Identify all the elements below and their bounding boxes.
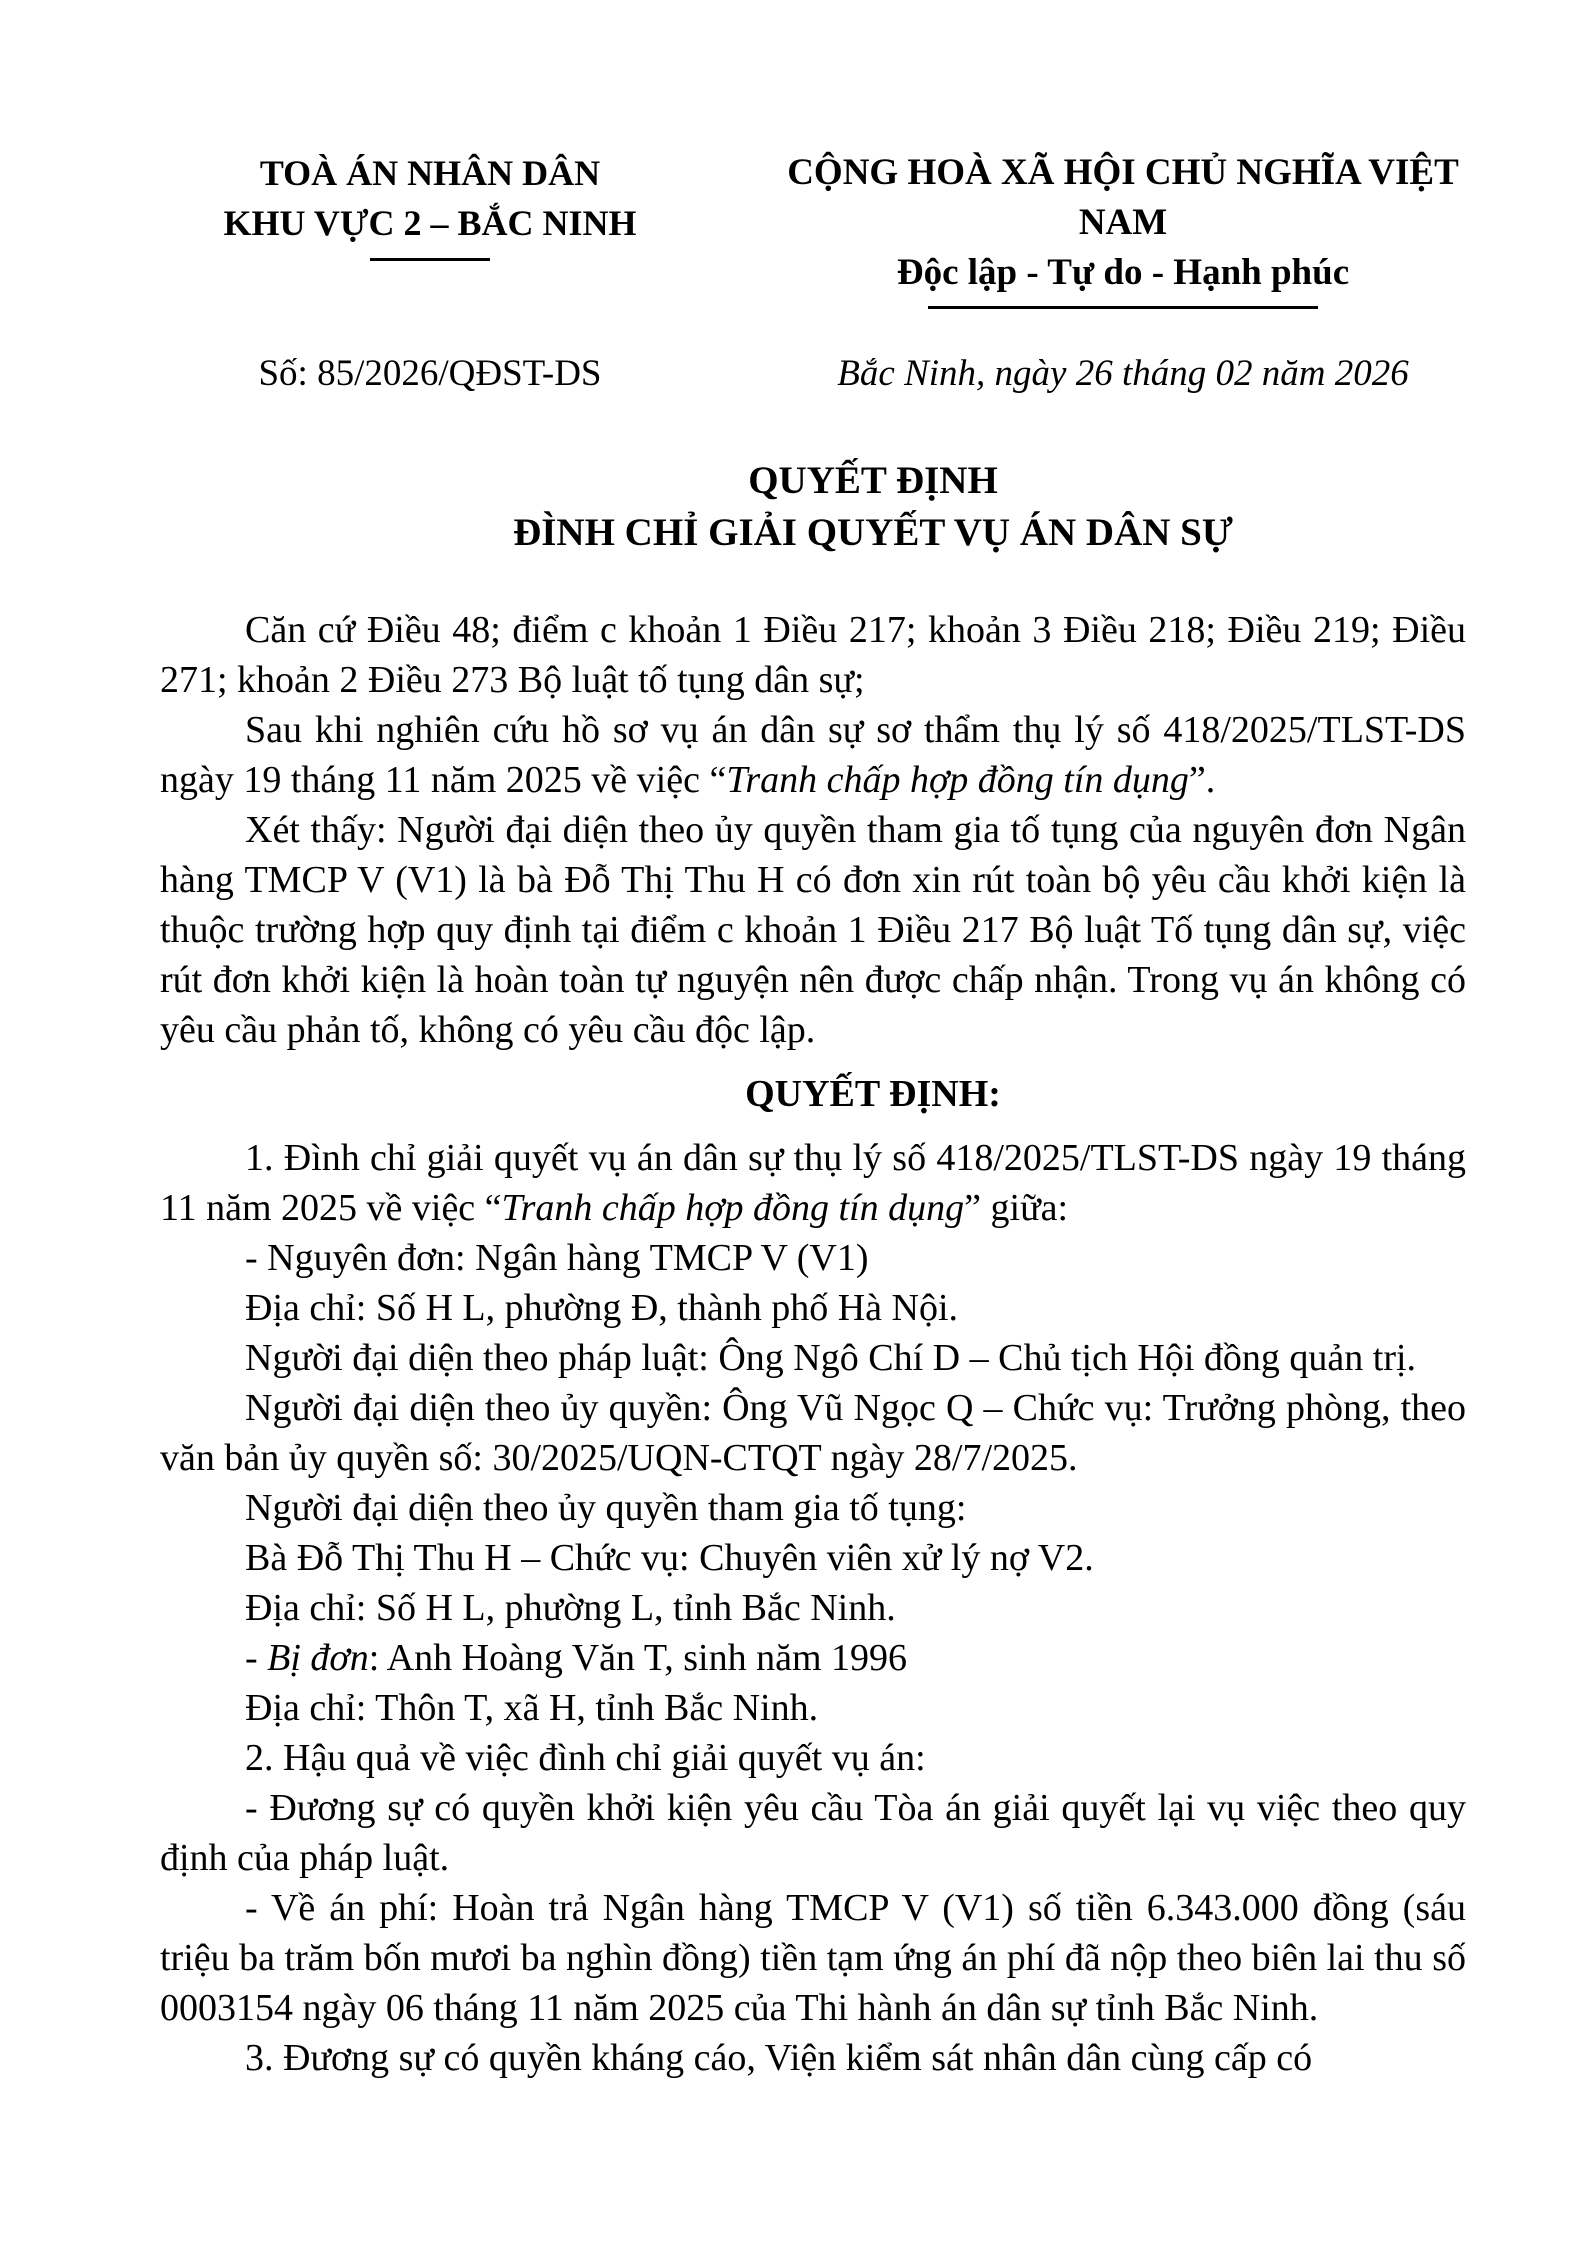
court-name-line1: TOÀ ÁN NHÂN DÂN <box>259 153 601 193</box>
text-run: - Nguyên đơn: Ngân hàng TMCP V (V1) <box>245 1237 869 1279</box>
document-number: Số: 85/2026/QĐST-DS <box>258 353 602 394</box>
paragraph <box>160 605 1466 705</box>
text-run: Bà Đỗ Thị Thu H – Chức vụ: Chuyên viên xử lý nợ V2. <box>245 1537 1094 1579</box>
document-title <box>280 455 1466 559</box>
document-title-line1: QUYẾT ĐỊNH <box>748 459 998 502</box>
text-run: Địa chỉ: Thôn T, xã H, tỉnh Bắc Ninh. <box>245 1687 819 1729</box>
text-run: : Anh Hoàng Văn T, sinh năm 1996 <box>368 1637 908 1679</box>
paragraph <box>160 1333 1466 1383</box>
text-run: Xét thấy: Người đại diện theo ủy quyền tham gia tố tụng của nguyên đơn Ngân hàng TMCP V (V1) là bà Đỗ Thị Thu H có đơn xin rút toàn bộ yêu cầu khởi kiện là thuộc trường hợp quy định tại điểm c khoản 1 Điều 217 Bộ luật Tố tụng dân sự, việc rút đơn khởi kiện là hoàn toàn tự nguyện nên được chấp nhận. Trong vụ án không có yêu cầu phản tố, không có yêu cầu độc lập. <box>160 809 1466 1051</box>
national-title: CỘNG HOÀ XÃ HỘI CHỦ NGHĨA VIỆT NAM <box>787 152 1459 243</box>
text-run: 2. Hậu quả về việc đình chỉ giải quyết vụ án: <box>245 1737 926 1779</box>
national-motto-underline <box>928 306 1318 309</box>
paragraph <box>160 1533 1466 1583</box>
text-run: Địa chỉ: Số H L, phường L, tỉnh Bắc Ninh. <box>245 1587 896 1629</box>
national-motto: Độc lập - Tự do - Hạnh phúc <box>896 252 1350 293</box>
paragraph <box>160 1783 1466 1883</box>
paragraph <box>160 1683 1466 1733</box>
national-motto-block <box>700 148 1466 309</box>
paragraph <box>160 1583 1466 1633</box>
text-run: 1. Đình chỉ giải quyết vụ án dân sự thụ lý số 418/2025/TLST-DS ngày 19 tháng 11 năm 2025 về việc “ <box>160 1137 1466 1229</box>
court-name-line2: KHU VỰC 2 – BẮC NINH <box>223 203 637 243</box>
paragraph <box>160 1383 1466 1483</box>
text-run: Bị đơn <box>267 1637 369 1679</box>
document-meta-row <box>160 349 1466 399</box>
court-name-underline <box>370 258 490 261</box>
document-title-line2: ĐÌNH CHỈ GIẢI QUYẾT VỤ ÁN DÂN SỰ <box>513 511 1233 554</box>
text-run: Địa chỉ: Số H L, phường Đ, thành phố Hà Nội. <box>245 1287 959 1329</box>
text-run: - Đương sự có quyền khởi kiện yêu cầu Tòa án giải quyết lại vụ việc theo quy định của pháp luật. <box>160 1787 1466 1879</box>
paragraph <box>160 705 1466 805</box>
paragraph <box>160 1883 1466 2033</box>
paragraph <box>160 1233 1466 1283</box>
place-and-date: Bắc Ninh, ngày 26 tháng 02 năm 2026 <box>837 353 1409 394</box>
text-run: Sau khi nghiên cứu hồ sơ vụ án dân sự sơ thẩm thụ lý số 418/2025/TLST-DS ngày 19 tháng 11 năm 2025 về việc “ <box>160 709 1466 801</box>
text-run: - <box>245 1637 268 1679</box>
text-run: ” giữa: <box>964 1187 1069 1229</box>
text-run: ”. <box>1188 759 1216 801</box>
document-body <box>160 605 1466 2083</box>
paragraph <box>160 805 1466 1055</box>
text-run: Căn cứ Điều 48; điểm c khoản 1 Điều 217; khoản 3 Điều 218; Điều 219; Điều 271; khoản 2 Điều 273 Bộ luật tố tụng dân sự; <box>160 609 1466 701</box>
text-run: 3. Đương sự có quyền kháng cáo, Viện kiểm sát nhân dân cùng cấp có <box>245 2037 1313 2079</box>
paragraph <box>160 1283 1466 1333</box>
paragraph <box>160 1733 1466 1783</box>
paragraph <box>160 1633 1466 1683</box>
paragraph <box>160 1483 1466 1533</box>
paragraph <box>160 1133 1466 1233</box>
document-header <box>160 148 1466 309</box>
text-run: QUYẾT ĐỊNH: <box>745 1073 1001 1115</box>
text-run: Tranh chấp hợp đồng tín dụng <box>501 1187 965 1229</box>
court-name-block <box>160 148 700 309</box>
text-run: Người đại diện theo ủy quyền: Ông Vũ Ngọc Q – Chức vụ: Trưởng phòng, theo văn bản ủy quyền số: 30/2025/UQN-CTQT ngày 28/7/2025. <box>160 1387 1466 1479</box>
text-run: Tranh chấp hợp đồng tín dụng <box>726 759 1189 801</box>
text-run: - Về án phí: Hoàn trả Ngân hàng TMCP V (V1) số tiền 6.343.000 đồng (sáu triệu ba trăm bốn mươi ba nghìn đồng) tiền tạm ứng án phí đã nộp theo biên lai thu số 0003154 ngày 06 tháng 11 năm 2025 của Thi hành án dân sự tỉnh Bắc Ninh. <box>160 1887 1466 2029</box>
section-heading <box>280 1069 1466 1119</box>
text-run: Người đại diện theo ủy quyền tham gia tố tụng: <box>245 1487 967 1529</box>
paragraph <box>160 2033 1466 2083</box>
text-run: Người đại diện theo pháp luật: Ông Ngô Chí D – Chủ tịch Hội đồng quản trị. <box>245 1337 1417 1379</box>
